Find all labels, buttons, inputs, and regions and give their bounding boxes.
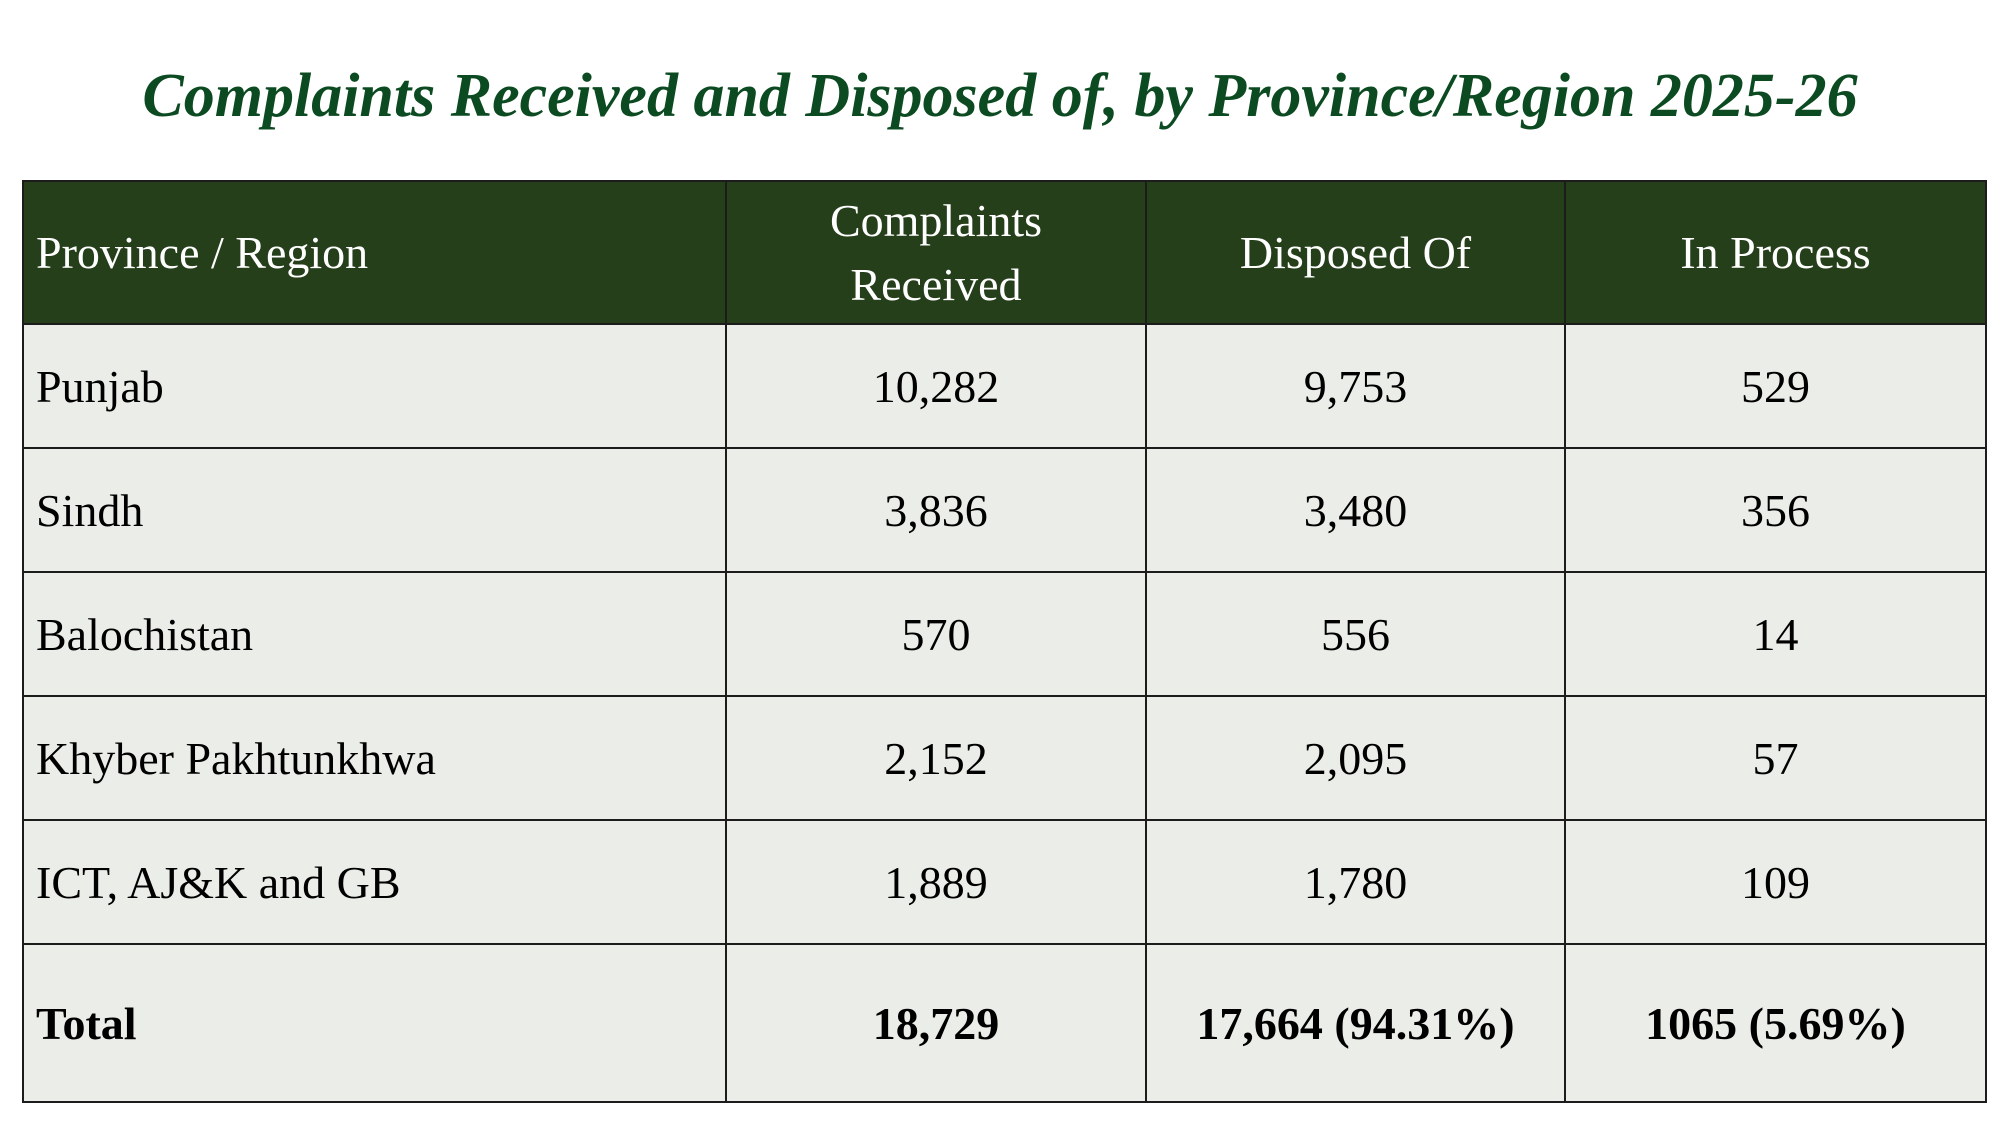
received-cell: 2,152 bbox=[726, 696, 1146, 820]
column-header-region: Province / Region bbox=[23, 181, 726, 324]
region-cell: ICT, AJ&K and GB bbox=[23, 820, 726, 944]
column-header-in-process: In Process bbox=[1565, 181, 1986, 324]
in-process-cell: 57 bbox=[1565, 696, 1986, 820]
table-row bbox=[23, 572, 1986, 696]
disposed-cell: 9,753 bbox=[1146, 324, 1565, 448]
received-cell: 1,889 bbox=[726, 820, 1146, 944]
total-row bbox=[23, 944, 1986, 1102]
region-cell: Sindh bbox=[23, 448, 726, 572]
received-cell: 10,282 bbox=[726, 324, 1146, 448]
total-received-cell: 18,729 bbox=[726, 944, 1146, 1102]
table-row bbox=[23, 696, 1986, 820]
total-disposed-cell: 17,664 (94.31%) bbox=[1146, 944, 1565, 1102]
column-header-disposed: Disposed Of bbox=[1146, 181, 1565, 324]
table-row bbox=[23, 324, 1986, 448]
region-cell: Khyber Pakhtunkhwa bbox=[23, 696, 726, 820]
region-cell: Punjab bbox=[23, 324, 726, 448]
column-header-received: Complaints Received bbox=[726, 181, 1146, 324]
disposed-cell: 556 bbox=[1146, 572, 1565, 696]
table-row bbox=[23, 448, 1986, 572]
in-process-cell: 356 bbox=[1565, 448, 1986, 572]
complaints-table bbox=[22, 180, 1987, 1103]
in-process-cell: 529 bbox=[1565, 324, 1986, 448]
page-title: Complaints Received and Disposed of, by Province/Region 2025-26 bbox=[142, 62, 1858, 130]
table-header-row bbox=[23, 181, 1986, 324]
total-label: Total bbox=[23, 944, 726, 1102]
total-in-process-cell: 1065 (5.69%) bbox=[1565, 944, 1986, 1102]
disposed-cell: 2,095 bbox=[1146, 696, 1565, 820]
received-cell: 3,836 bbox=[726, 448, 1146, 572]
disposed-cell: 1,780 bbox=[1146, 820, 1565, 944]
table-row bbox=[23, 820, 1986, 944]
received-cell: 570 bbox=[726, 572, 1146, 696]
in-process-cell: 109 bbox=[1565, 820, 1986, 944]
disposed-cell: 3,480 bbox=[1146, 448, 1565, 572]
region-cell: Balochistan bbox=[23, 572, 726, 696]
in-process-cell: 14 bbox=[1565, 572, 1986, 696]
